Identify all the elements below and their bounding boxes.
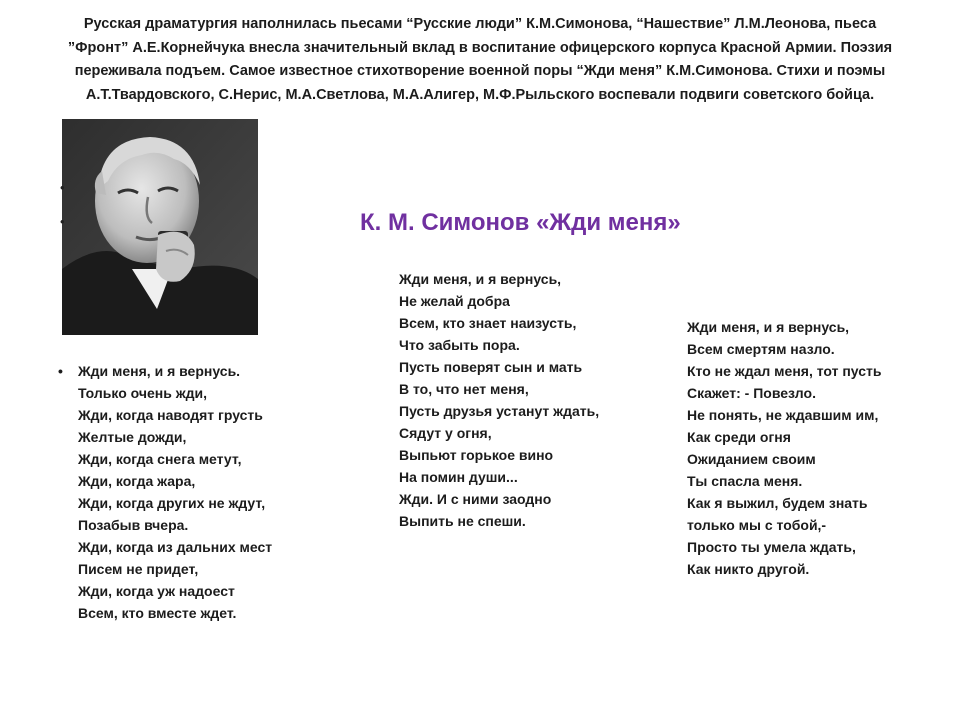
poem-line: Выпить не спеши. bbox=[399, 513, 526, 529]
poem-line: Только очень жди, bbox=[78, 385, 208, 401]
poem-line: Жди. И с ними заодно bbox=[399, 491, 552, 507]
stray-bullet: • bbox=[60, 180, 65, 195]
poem-line: Что забыть пора. bbox=[399, 337, 520, 353]
poem-line: Ожиданием своим bbox=[687, 451, 816, 467]
poem-line: Жди, когда из дальних мест bbox=[78, 539, 273, 555]
poem-line: Жди меня, и я вернусь, bbox=[399, 271, 562, 287]
poem-line: Всем, кто знает наизусть, bbox=[399, 315, 577, 331]
poem-line: Скажет: - Повезло. bbox=[687, 385, 816, 401]
poem-line: Пусть поверят сын и мать bbox=[399, 359, 583, 375]
poem-line: Жди, когда уж надоест bbox=[78, 583, 235, 599]
poem-line: Писем не придет, bbox=[78, 561, 199, 577]
poem-line: Жди, когда других не ждут, bbox=[78, 495, 266, 511]
stray-bullet: • bbox=[60, 214, 65, 229]
poem-stanza-right bbox=[687, 316, 881, 580]
poem-line: Как никто другой. bbox=[687, 561, 810, 577]
poem-line: Жди меня, и я вернусь, bbox=[687, 319, 850, 335]
poem-line: В то, что нет меня, bbox=[399, 381, 529, 397]
poem-line: Всем смертям назло. bbox=[687, 341, 835, 357]
poem-line: Не желай добра bbox=[399, 293, 510, 309]
poem-line: Как я выжил, будем знать bbox=[687, 495, 868, 511]
poem-line: Как среди огня bbox=[687, 429, 791, 445]
intro-paragraph: Русская драматургия наполнилась пьесами “Русские люди” К.М.Симонова, “Нашествие” Л.М.Леонова, пьеса ”Фронт” А.Е.Корнейчука внесла значительный вклад в воспитание офицерского корпуса Красной Армии. Поэзия переживала подъем. Самое известное стихотворение военной поры “Жди меня” К.М.Симонова. Стихи и поэмы А.Т.Твардовского, С.Нерис, М.А.Светлова, М.А.Алигер, М.Ф.Рыльского воспевали подвиги советского бойца. bbox=[67, 16, 893, 103]
poem-line: Всем, кто вместе ждет. bbox=[78, 605, 237, 621]
poem-line: Жди, когда снега метут, bbox=[78, 451, 242, 467]
poem-line: Позабыв вчера. bbox=[78, 517, 189, 533]
poem-stanza-middle bbox=[399, 268, 599, 532]
poem-line: Пусть друзья устанут ждать, bbox=[399, 403, 600, 419]
poem-line: Выпьют горькое вино bbox=[399, 447, 554, 463]
poem-line: На помин души... bbox=[399, 469, 518, 485]
poem-line: Жди, когда наводят грусть bbox=[78, 407, 263, 423]
poem-line: Просто ты умела ждать, bbox=[687, 539, 856, 555]
poem-title: К. М. Симонов «Жди меня» bbox=[360, 209, 681, 236]
poem-line: Желтые дожди, bbox=[78, 429, 187, 445]
portrait-photo bbox=[62, 119, 258, 335]
bullet-icon: • bbox=[58, 363, 63, 379]
poem-line: Жди меня, и я вернусь. bbox=[78, 363, 241, 379]
poem-line: Кто не ждал меня, тот пусть bbox=[687, 363, 882, 379]
poem-line: Сядут у огня, bbox=[399, 425, 492, 441]
poem-line: только мы с тобой,- bbox=[687, 517, 827, 533]
poem-line: Не понять, не ждавшим им, bbox=[687, 407, 879, 423]
poem-stanza-left bbox=[58, 360, 273, 621]
poem-line: Жди, когда жара, bbox=[78, 473, 196, 489]
poem-line: Ты спасла меня. bbox=[687, 473, 803, 489]
